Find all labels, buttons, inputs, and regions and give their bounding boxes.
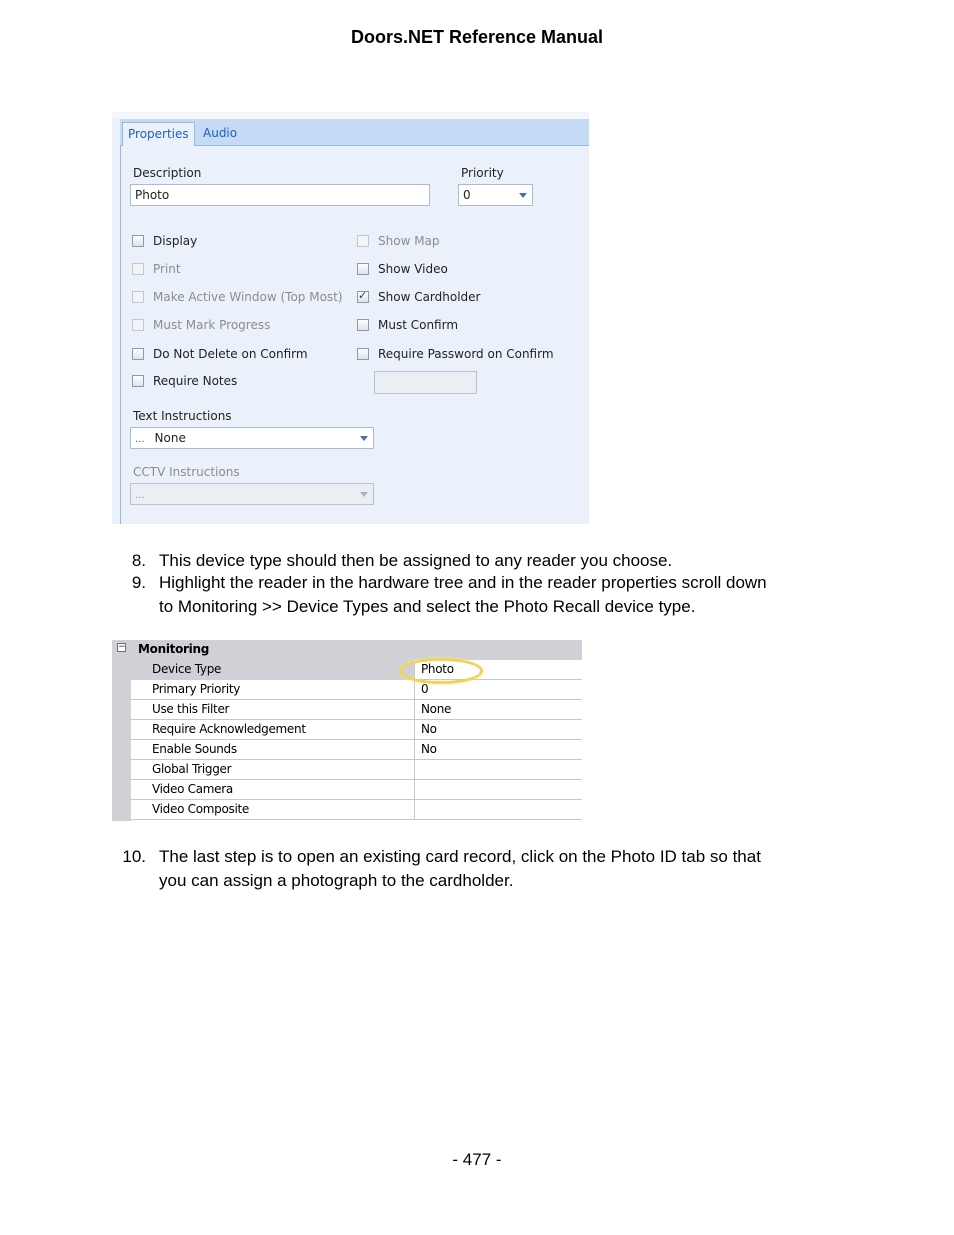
print-checkbox[interactable]: [132, 263, 144, 275]
grid-gutter: [112, 640, 131, 821]
table-row[interactable]: [131, 680, 582, 700]
table-row[interactable]: [131, 720, 582, 740]
property-name: Use this Filter: [131, 700, 415, 720]
do-not-delete-label: Do Not Delete on Confirm: [153, 347, 308, 361]
text-instructions-value: None: [154, 431, 186, 445]
require-notes-label: Require Notes: [153, 374, 238, 388]
category-label: Monitoring: [138, 642, 209, 656]
property-value[interactable]: None: [415, 700, 582, 720]
property-value[interactable]: 0: [415, 680, 582, 700]
require-notes-checkbox[interactable]: [132, 375, 144, 387]
show-video-label: Show Video: [378, 262, 448, 276]
property-name: Device Type: [131, 660, 415, 680]
step-text: Highlight the reader in the hardware tree and in the reader properties scroll down: [159, 573, 767, 592]
priority-value: 0: [463, 188, 471, 202]
page-number: - 477 -: [452, 1150, 502, 1169]
chevron-down-icon: [360, 492, 368, 497]
property-name: Require Acknowledgement: [131, 720, 415, 740]
chevron-down-icon: [360, 436, 368, 441]
step-number: 8.: [131, 551, 146, 570]
property-value[interactable]: [415, 760, 582, 780]
step-number: 9.: [131, 573, 146, 592]
show-cardholder-checkbox[interactable]: [357, 291, 369, 303]
property-value[interactable]: Photo: [415, 660, 582, 680]
property-value[interactable]: [415, 780, 582, 800]
table-row[interactable]: [131, 660, 582, 680]
highlight-ellipse: [399, 658, 483, 684]
show-map-label: Show Map: [378, 234, 440, 248]
collapse-icon[interactable]: −: [118, 642, 126, 652]
display-label: Display: [153, 234, 198, 248]
require-password-label: Require Password on Confirm: [378, 347, 554, 361]
text-instructions-dropdown[interactable]: [130, 427, 374, 449]
require-password-checkbox[interactable]: [357, 348, 369, 360]
table-row[interactable]: [131, 700, 582, 720]
property-name: Video Camera: [131, 780, 415, 800]
description-input[interactable]: Photo: [130, 184, 430, 206]
step-text: The last step is to open an existing card record, click on the Photo ID tab so that: [159, 847, 761, 866]
chevron-down-icon: [519, 193, 527, 198]
tab-properties[interactable]: Properties: [122, 122, 195, 146]
cctv-instructions-label: CCTV Instructions: [133, 465, 240, 479]
cctv-instructions-value: ...: [135, 490, 145, 501]
step-text: This device type should then be assigned to any reader you choose.: [159, 551, 673, 570]
priority-dropdown[interactable]: [458, 184, 533, 206]
table-row[interactable]: [131, 800, 582, 820]
ellipsis-icon: ...: [135, 434, 145, 445]
password-input[interactable]: [374, 371, 477, 394]
monitoring-property-grid: [112, 640, 582, 821]
must-confirm-label: Must Confirm: [378, 318, 459, 332]
property-value[interactable]: No: [415, 740, 582, 760]
display-checkbox[interactable]: [132, 235, 144, 247]
panel-top-strip: [112, 112, 589, 119]
property-name: Video Composite: [131, 800, 415, 820]
text-instructions-label: Text Instructions: [133, 409, 232, 423]
show-video-checkbox[interactable]: [357, 263, 369, 275]
page-header-title: Doors.NET Reference Manual: [350, 27, 604, 47]
category-header[interactable]: [112, 640, 582, 660]
print-label: Print: [153, 262, 181, 276]
must-mark-progress-checkbox[interactable]: [132, 319, 144, 331]
description-label: Description: [133, 166, 202, 180]
table-row[interactable]: [131, 780, 582, 800]
step-number: 10.: [122, 847, 146, 866]
make-active-window-checkbox[interactable]: [132, 291, 144, 303]
must-confirm-checkbox[interactable]: [357, 319, 369, 331]
tab-bar: [120, 119, 589, 146]
property-name: Enable Sounds: [131, 740, 415, 760]
table-row[interactable]: [131, 760, 582, 780]
property-name: Primary Priority: [131, 680, 415, 700]
device-type-properties-panel: [112, 112, 589, 524]
step-text: you can assign a photograph to the cardholder.: [159, 871, 514, 890]
property-value[interactable]: [415, 800, 582, 820]
show-map-checkbox[interactable]: [357, 235, 369, 247]
make-active-window-label: Make Active Window (Top Most): [153, 290, 343, 304]
must-mark-progress-label: Must Mark Progress: [153, 318, 271, 332]
show-cardholder-label: Show Cardholder: [378, 290, 481, 304]
cctv-instructions-dropdown[interactable]: [130, 483, 374, 505]
priority-label: Priority: [461, 166, 504, 180]
property-name: Global Trigger: [131, 760, 415, 780]
property-value[interactable]: No: [415, 720, 582, 740]
do-not-delete-checkbox[interactable]: [132, 348, 144, 360]
panel-left-border: [120, 145, 121, 524]
tab-audio[interactable]: Audio: [203, 126, 238, 140]
step-text: to Monitoring >> Device Types and select the Photo Recall device type.: [159, 597, 696, 616]
table-row[interactable]: [131, 740, 582, 760]
